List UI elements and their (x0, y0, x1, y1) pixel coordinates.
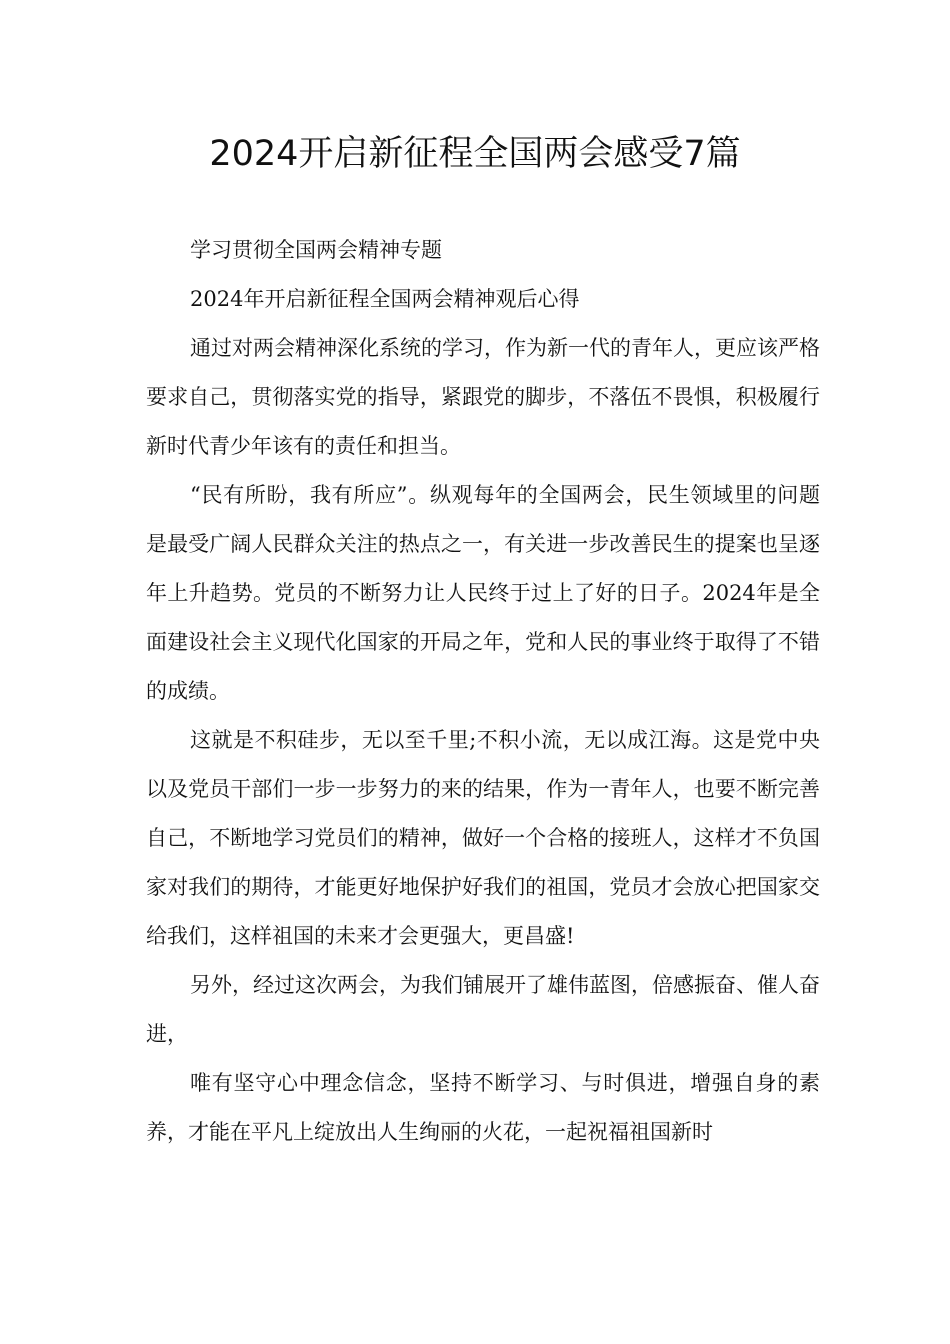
paragraph: “民有所盼，我有所应”。纵观每年的全国两会，民生领域里的问题是最受广阔人民群众关注的热点之一，有关进一步改善民生的提案也呈逐年上升趋势。党员的不断努力让人民终于过上了好的日子。2024年是全面建设社会主义现代化国家的开局之年，党和人民的事业终于取得了不错的成绩。 (146, 483, 820, 703)
subtitle: 2024年开启新征程全国两会精神观后心得 (190, 287, 580, 311)
document-body (146, 226, 820, 1157)
paragraph: 唯有坚守心中理念信念，坚持不断学习、与时俱进，增强自身的素养，才能在平凡上绽放出人生绚丽的火花，一起祝福祖国新时 (146, 1071, 820, 1144)
paragraph: 通过对两会精神深化系统的学习，作为新一代的青年人，更应该严格要求自己，贯彻落实党的指导，紧跟党的脚步，不落伍不畏惧，积极履行新时代青少年该有的责任和担当。 (146, 336, 820, 458)
paragraph: 另外，经过这次两会，为我们铺展开了雄伟蓝图，倍感振奋、催人奋进， (146, 973, 820, 1046)
paragraph: 这就是不积硅步，无以至千里;不积小流，无以成江海。这是党中央以及党员干部们一步一步努力的来的结果，作为一青年人，也要不断完善自己，不断地学习党员们的精神，做好一个合格的接班人，这样才不负国家对我们的期待，才能更好地保护好我们的祖国，党员才会放心把国家交给我们，这样祖国的未来才会更强大，更昌盛! (146, 728, 820, 948)
document-title: 2024开启新征程全国两会感受7篇 (209, 134, 741, 174)
section-heading: 学习贯彻全国两会精神专题 (190, 238, 442, 262)
